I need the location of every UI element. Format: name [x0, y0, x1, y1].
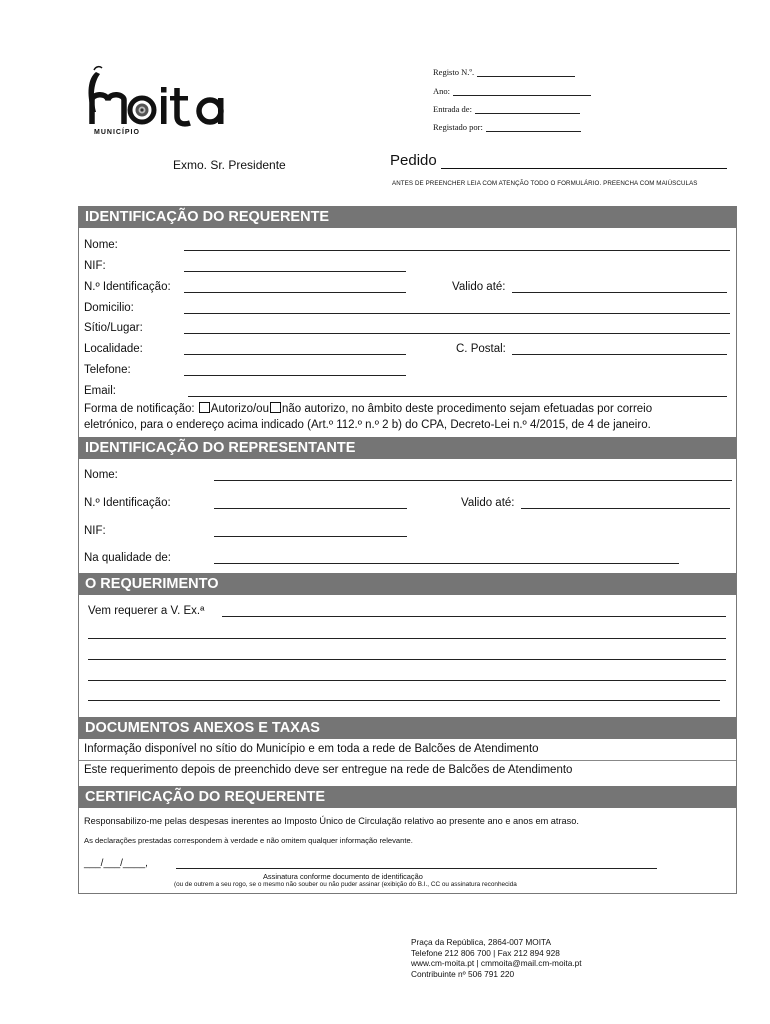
instructions: ANTES DE PREENCHER LEIA COM ATENÇÃO TODO O FORMULÁRIO. PREENCHA COM MAIÚSCULAS	[392, 180, 698, 187]
addressee: Exmo. Sr. Presidente	[173, 158, 286, 172]
nome-field[interactable]	[184, 250, 730, 251]
notification-prefix: Forma de notificação:	[84, 403, 195, 415]
signature-note: (ou de outrem a seu rogo, se o mesmo não souber ou não puder assinar (exibição do B.I., CC ou assinatura reconhecida	[174, 881, 517, 888]
notification-line	[84, 402, 652, 415]
section-title-representante: IDENTIFICAÇÃO DO REPRESENTANTE	[79, 437, 736, 459]
footer-address: Praça da República, 2864-007 MOITA	[411, 937, 552, 947]
registado-label: Registado por:	[433, 122, 483, 132]
telefone-label: Telefone:	[84, 364, 131, 376]
nif-field[interactable]	[184, 271, 406, 272]
entrada-field	[433, 104, 580, 114]
autorizo-label: Autorizo/ou	[210, 403, 269, 415]
identificacao-label: N.º Identificação:	[84, 281, 171, 293]
pedido-field[interactable]	[390, 152, 727, 169]
rep-nif-field[interactable]	[214, 536, 407, 537]
section-title-certificacao: CERTIFICAÇÃO DO REQUERENTE	[79, 786, 736, 808]
moita-logo	[84, 64, 244, 140]
section-title-requerente: IDENTIFICAÇÃO DO REQUERENTE	[79, 206, 736, 228]
rep-nome-field[interactable]	[214, 480, 732, 481]
notification-line-2: eletrónico, para o endereço acima indicado (Art.º 112.º n.º 2 b) do CPA, Decreto-Lei n.º 4/2015, de 4 de janeiro.	[84, 419, 651, 431]
requerimento-line-1[interactable]	[222, 616, 726, 617]
identificacao-field[interactable]	[184, 292, 406, 293]
domicilio-label: Domicilio:	[84, 302, 134, 314]
pedido-label: Pedido	[390, 152, 437, 169]
section-title-requerimento: O REQUERIMENTO	[79, 573, 736, 595]
localidade-label: Localidade:	[84, 343, 143, 355]
requerimento-line-2[interactable]	[88, 638, 726, 639]
rep-qualidade-label: Na qualidade de:	[84, 552, 171, 564]
rep-nome-label: Nome:	[84, 469, 118, 481]
footer-phone: Telefone 212 806 700 | Fax 212 894 928	[411, 947, 560, 958]
sitio-field[interactable]	[184, 333, 730, 334]
footer-nif: Contribuinte nº 506 791 220	[411, 968, 515, 979]
documentos-divider	[79, 760, 736, 761]
valido-field[interactable]	[512, 292, 727, 293]
rep-identificacao-label: N.º Identificação:	[84, 497, 171, 509]
nif-label: NIF:	[84, 260, 106, 272]
rep-qualidade-field[interactable]	[214, 563, 679, 564]
certificacao-responsabilidade: Responsabilizo-me pelas despesas inerentes ao Imposto Único de Circulação relativo ao presente ano e anos em atraso.	[84, 816, 579, 826]
valido-label: Valido até:	[452, 281, 506, 293]
domicilio-field[interactable]	[184, 313, 730, 314]
requerimento-line-4[interactable]	[88, 680, 726, 681]
requerimento-line-5[interactable]	[88, 700, 720, 701]
documentos-info-1: Informação disponível no sítio do Município e em toda a rede de Balcões de Atendimento	[84, 743, 539, 755]
rep-nif-label: NIF:	[84, 525, 106, 537]
registo-label: Registo N.º.	[433, 67, 475, 77]
footer-web: www.cm-moita.pt | cmmoita@mail.cm-moita.pt	[411, 958, 582, 968]
registado-field	[433, 122, 581, 132]
postal-field[interactable]	[512, 354, 727, 355]
footer-contacts	[411, 937, 582, 979]
autorizo-checkbox[interactable]	[199, 402, 210, 413]
ano-field	[433, 86, 591, 96]
signature-label: Assinatura conforme documento de identificação	[263, 872, 423, 881]
ano-label: Ano:	[433, 86, 450, 96]
registo-field	[433, 67, 575, 77]
sitio-label: Sítio/Lugar:	[84, 322, 143, 334]
postal-label: C. Postal:	[456, 343, 506, 355]
rep-valido-label: Valido até:	[461, 497, 515, 509]
rep-identificacao-field[interactable]	[214, 508, 407, 509]
email-field[interactable]	[188, 396, 727, 397]
signature-line[interactable]	[176, 868, 657, 869]
nome-label: Nome:	[84, 239, 118, 251]
notification-rest: não autorizo, no âmbito deste procedimento sejam efetuadas por correio	[281, 403, 653, 415]
vem-requerer-label: Vem requerer a V. Ex.ª	[88, 605, 205, 617]
section-title-documentos: DOCUMENTOS ANEXOS E TAXAS	[79, 717, 736, 739]
date-field[interactable]: ___/___/____,	[84, 858, 148, 869]
svg-text:MUNICÍPIO: MUNICÍPIO	[94, 129, 140, 136]
documentos-info-2: Este requerimento depois de preenchido deve ser entregue na rede de Balcões de Atendimento	[84, 764, 573, 776]
certificacao-declaracao: As declarações prestadas correspondem à verdade e não omitem qualquer informação relevante.	[84, 836, 413, 845]
requerimento-line-3[interactable]	[88, 659, 726, 660]
localidade-field[interactable]	[184, 354, 406, 355]
rep-valido-field[interactable]	[521, 508, 730, 509]
nao-autorizo-checkbox[interactable]	[270, 402, 281, 413]
email-label: Email:	[84, 385, 116, 397]
entrada-label: Entrada de:	[433, 104, 472, 114]
telefone-field[interactable]	[184, 375, 406, 376]
